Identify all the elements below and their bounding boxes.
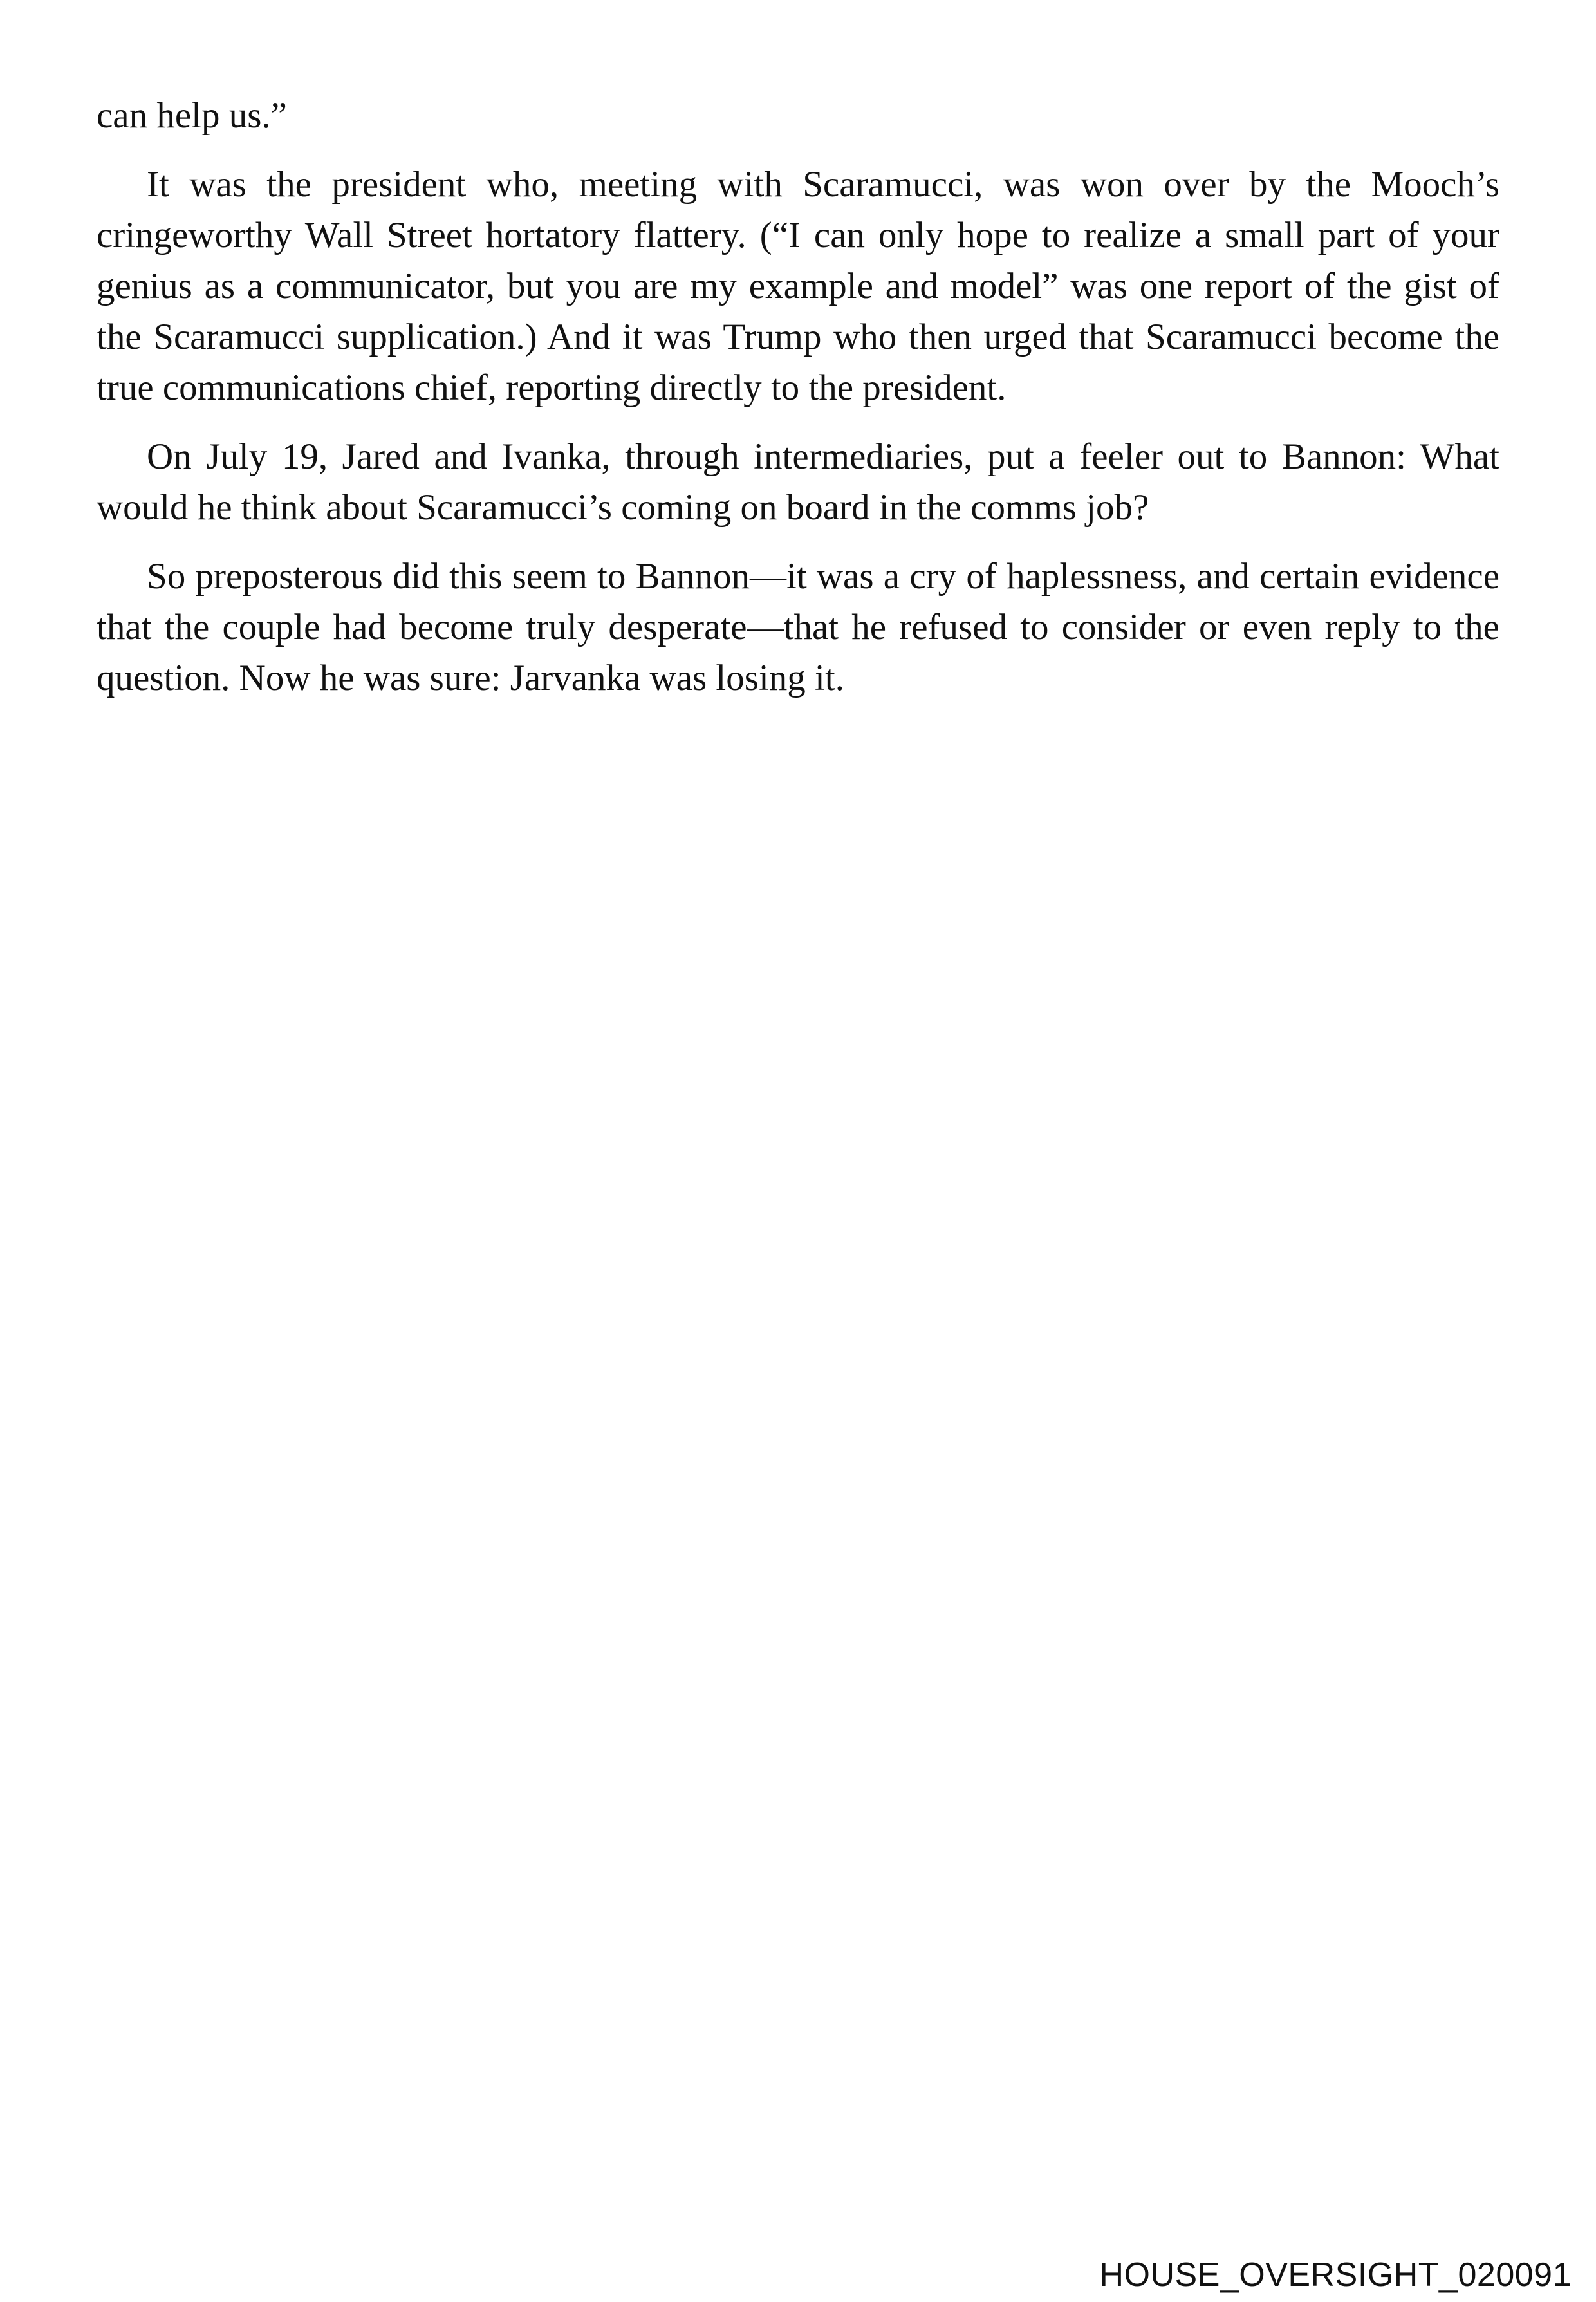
paragraph-bannon-reaction: So preposterous did this seem to Bannon—it was a cry of haplessness, and certain evidence that the couple had become truly desperate—that he refused to consider or even reply to the question. Now he was sure: Jarvanka was losing it.	[97, 556, 1499, 698]
document-page	[97, 90, 1499, 721]
paragraph-feeler-to-bannon: On July 19, Jared and Ivanka, through intermediaries, put a feeler out to Bannon: What would he think about Scaramucci’s coming on board in the comms job?	[97, 436, 1499, 528]
document-id-stamp: HOUSE_OVERSIGHT_020091	[1099, 2256, 1572, 2294]
paragraph-scaramucci-flattery: It was the president who, meeting with Scaramucci, was won over by the Mooch’s cringeworthy Wall Street hortatory flattery. (“I can only hope to realize a small part of your genius as a communicator, but you are my example and model” was one report of the gist of the Scaramucci supplication.) And it was Trump who then urged that Scaramucci become the true communications chief, reporting directly to the president.	[97, 164, 1499, 408]
paragraph-continuation: can help us.”	[97, 95, 287, 136]
